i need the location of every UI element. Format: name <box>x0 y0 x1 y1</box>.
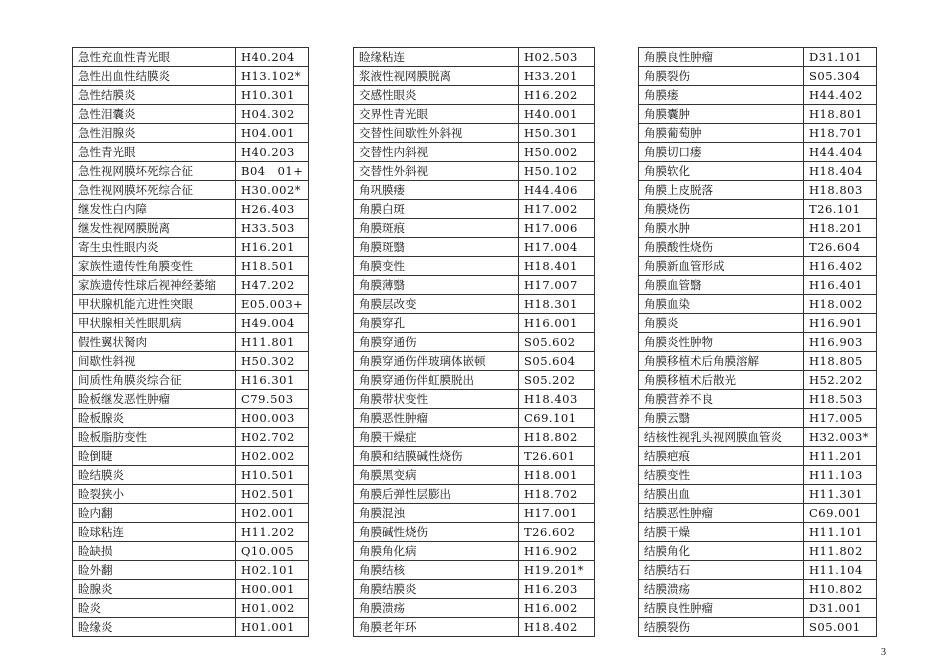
table-row <box>73 618 309 637</box>
table-row <box>354 371 595 390</box>
diagnosis-code-cell: H11.202 <box>236 523 309 542</box>
table-row <box>73 276 309 295</box>
diagnosis-code-cell: H17.006 <box>519 219 595 238</box>
diagnosis-code-cell: S05.202 <box>519 371 595 390</box>
diagnosis-code-cell: H18.801 <box>804 105 877 124</box>
diagnosis-code-cell: C69.001 <box>804 504 877 523</box>
diagnosis-code-cell: H00.001 <box>236 580 309 599</box>
diagnosis-code-cell: H18.404 <box>804 162 877 181</box>
table-row <box>354 523 595 542</box>
table-row <box>73 466 309 485</box>
diagnosis-code-cell: H13.102* <box>236 67 309 86</box>
table-row <box>73 523 309 542</box>
table-row <box>73 599 309 618</box>
diagnosis-code-cell: H02.001 <box>236 504 309 523</box>
table-row <box>73 238 309 257</box>
diagnosis-name-cell: 角膜结核 <box>354 561 519 580</box>
diagnosis-code-table-1 <box>72 47 309 637</box>
diagnosis-name-cell: 急性结膜炎 <box>73 86 236 105</box>
table-row <box>354 48 595 67</box>
diagnosis-code-cell: H40.001 <box>519 105 595 124</box>
table-row <box>354 143 595 162</box>
diagnosis-code-cell: H16.902 <box>519 542 595 561</box>
table-row <box>354 105 595 124</box>
diagnosis-name-cell: 角膜斑翳 <box>354 238 519 257</box>
table-row <box>639 257 877 276</box>
diagnosis-name-cell: 睑板脂肪变性 <box>73 428 236 447</box>
diagnosis-code-cell: H30.002* <box>236 181 309 200</box>
diagnosis-code-cell: H18.301 <box>519 295 595 314</box>
diagnosis-name-cell: 交感性眼炎 <box>354 86 519 105</box>
diagnosis-name-cell: 角膜新血管形成 <box>639 257 804 276</box>
diagnosis-code-cell: H44.404 <box>804 143 877 162</box>
table-row <box>354 238 595 257</box>
diagnosis-name-cell: 角膜老年环 <box>354 618 519 637</box>
table-row <box>639 219 877 238</box>
page-number: 3 <box>881 647 886 658</box>
table-row <box>639 276 877 295</box>
diagnosis-code-cell: H18.501 <box>236 257 309 276</box>
diagnosis-name-cell: 角膜酸性烧伤 <box>639 238 804 257</box>
diagnosis-name-cell: 交界性青光眼 <box>354 105 519 124</box>
diagnosis-name-cell: 结膜疤痕 <box>639 447 804 466</box>
diagnosis-code-cell: H16.202 <box>519 86 595 105</box>
diagnosis-name-cell: 结核性视乳头视网膜血管炎 <box>639 428 804 447</box>
diagnosis-code-cell: H17.004 <box>519 238 595 257</box>
diagnosis-name-cell: 角膜囊肿 <box>639 105 804 124</box>
diagnosis-code-cell: H19.201* <box>519 561 595 580</box>
diagnosis-code-cell: H02.503 <box>519 48 595 67</box>
table-row <box>354 124 595 143</box>
diagnosis-code-cell: B04 01+ <box>236 162 309 181</box>
table-row <box>73 504 309 523</box>
table-row <box>639 143 877 162</box>
diagnosis-name-cell: 角膜溃疡 <box>354 599 519 618</box>
diagnosis-code-cell: H01.001 <box>236 618 309 637</box>
diagnosis-code-cell: H16.203 <box>519 580 595 599</box>
diagnosis-code-cell: H26.403 <box>236 200 309 219</box>
diagnosis-code-cell: H40.204 <box>236 48 309 67</box>
diagnosis-name-cell: 间歇性斜视 <box>73 352 236 371</box>
diagnosis-name-cell: 角膜黑变病 <box>354 466 519 485</box>
diagnosis-name-cell: 交替性外斜视 <box>354 162 519 181</box>
diagnosis-name-cell: 角膜良性肿瘤 <box>639 48 804 67</box>
table-row <box>73 485 309 504</box>
table-row <box>639 48 877 67</box>
diagnosis-name-cell: 角膜营养不良 <box>639 390 804 409</box>
table-row <box>73 105 309 124</box>
diagnosis-code-cell: H18.402 <box>519 618 595 637</box>
diagnosis-code-cell: H01.002 <box>236 599 309 618</box>
table-row <box>639 352 877 371</box>
diagnosis-name-cell: 角膜斑痕 <box>354 219 519 238</box>
diagnosis-code-cell: E05.003+ <box>236 295 309 314</box>
diagnosis-code-cell: H44.402 <box>804 86 877 105</box>
diagnosis-code-cell: H04.001 <box>236 124 309 143</box>
table-row <box>73 428 309 447</box>
diagnosis-name-cell: 角膜葡萄肿 <box>639 124 804 143</box>
table-row <box>639 580 877 599</box>
diagnosis-code-cell: T26.101 <box>804 200 877 219</box>
table-row <box>639 124 877 143</box>
diagnosis-code-cell: H16.201 <box>236 238 309 257</box>
diagnosis-name-cell: 急性泪腺炎 <box>73 124 236 143</box>
table-row <box>354 466 595 485</box>
diagnosis-code-cell: H10.802 <box>804 580 877 599</box>
table-row <box>354 162 595 181</box>
table-row <box>639 181 877 200</box>
table-row <box>354 485 595 504</box>
diagnosis-name-cell: 角膜上皮脱落 <box>639 181 804 200</box>
table-row <box>73 314 309 333</box>
diagnosis-code-cell: H02.702 <box>236 428 309 447</box>
table-row <box>354 580 595 599</box>
diagnosis-name-cell: 睑倒睫 <box>73 447 236 466</box>
diagnosis-name-cell: 结膜干燥 <box>639 523 804 542</box>
diagnosis-name-cell: 角膜层改变 <box>354 295 519 314</box>
table-row <box>639 314 877 333</box>
table-row <box>639 504 877 523</box>
diagnosis-name-cell: 角膜干燥症 <box>354 428 519 447</box>
table-row <box>354 428 595 447</box>
diagnosis-code-cell: H16.301 <box>236 371 309 390</box>
table-row <box>354 409 595 428</box>
diagnosis-code-cell: H11.801 <box>236 333 309 352</box>
diagnosis-code-cell: H02.002 <box>236 447 309 466</box>
table-row <box>354 67 595 86</box>
table-row <box>354 295 595 314</box>
table-row <box>639 561 877 580</box>
diagnosis-name-cell: 角膜和结膜碱性烧伤 <box>354 447 519 466</box>
diagnosis-code-cell: C79.503 <box>236 390 309 409</box>
table-row <box>73 181 309 200</box>
table-row <box>639 200 877 219</box>
diagnosis-name-cell: 睑内翻 <box>73 504 236 523</box>
table-row <box>639 523 877 542</box>
table-row <box>73 580 309 599</box>
diagnosis-name-cell: 睑板腺炎 <box>73 409 236 428</box>
diagnosis-code-cell: H02.501 <box>236 485 309 504</box>
table-row <box>73 352 309 371</box>
diagnosis-code-cell: T26.601 <box>519 447 595 466</box>
table-row <box>354 333 595 352</box>
diagnosis-code-cell: H18.701 <box>804 124 877 143</box>
diagnosis-name-cell: 角膜角化病 <box>354 542 519 561</box>
table-row <box>639 485 877 504</box>
diagnosis-name-cell: 睑板继发恶性肿瘤 <box>73 390 236 409</box>
diagnosis-name-cell: 急性视网膜坏死综合征 <box>73 181 236 200</box>
table-row <box>73 333 309 352</box>
table-row <box>73 67 309 86</box>
diagnosis-name-cell: 甲状腺相关性眼肌病 <box>73 314 236 333</box>
diagnosis-name-cell: 交替性内斜视 <box>354 143 519 162</box>
table-row <box>354 181 595 200</box>
table-row <box>354 257 595 276</box>
diagnosis-code-cell: H33.503 <box>236 219 309 238</box>
diagnosis-name-cell: 角膜薄翳 <box>354 276 519 295</box>
table-row <box>639 599 877 618</box>
table-row <box>639 371 877 390</box>
diagnosis-code-cell: S05.602 <box>519 333 595 352</box>
table-row <box>354 314 595 333</box>
table-row <box>73 409 309 428</box>
table-row <box>73 447 309 466</box>
diagnosis-name-cell: 睑腺炎 <box>73 580 236 599</box>
diagnosis-name-cell: 结膜角化 <box>639 542 804 561</box>
diagnosis-code-cell: H18.802 <box>519 428 595 447</box>
diagnosis-name-cell: 结膜恶性肿瘤 <box>639 504 804 523</box>
table-row <box>639 466 877 485</box>
diagnosis-name-cell: 角膜穿通伤伴虹膜脱出 <box>354 371 519 390</box>
diagnosis-code-cell: H47.202 <box>236 276 309 295</box>
diagnosis-name-cell: 继发性视网膜脱离 <box>73 219 236 238</box>
table-row <box>639 428 877 447</box>
diagnosis-code-cell: H11.101 <box>804 523 877 542</box>
diagnosis-code-cell: H33.201 <box>519 67 595 86</box>
diagnosis-code-cell: D31.101 <box>804 48 877 67</box>
diagnosis-name-cell: 角膜带状变性 <box>354 390 519 409</box>
diagnosis-name-cell: 角膜血染 <box>639 295 804 314</box>
diagnosis-name-cell: 结膜良性肿瘤 <box>639 599 804 618</box>
diagnosis-name-cell: 结膜出血 <box>639 485 804 504</box>
table-row <box>354 542 595 561</box>
diagnosis-name-cell: 急性充血性青光眼 <box>73 48 236 67</box>
diagnosis-name-cell: 交替性间歇性外斜视 <box>354 124 519 143</box>
table-row <box>73 561 309 580</box>
diagnosis-code-cell: H50.102 <box>519 162 595 181</box>
diagnosis-name-cell: 间质性角膜炎综合征 <box>73 371 236 390</box>
diagnosis-name-cell: 家族遗传性球后视神经萎缩 <box>73 276 236 295</box>
diagnosis-name-cell: 角膜结膜炎 <box>354 580 519 599</box>
diagnosis-code-cell: H11.301 <box>804 485 877 504</box>
diagnosis-code-cell: C69.101 <box>519 409 595 428</box>
table-row <box>73 143 309 162</box>
diagnosis-name-cell: 睑外翻 <box>73 561 236 580</box>
table-row <box>639 447 877 466</box>
table-row <box>354 390 595 409</box>
diagnosis-code-cell: H40.203 <box>236 143 309 162</box>
diagnosis-code-cell: S05.001 <box>804 618 877 637</box>
diagnosis-name-cell: 继发性白内障 <box>73 200 236 219</box>
diagnosis-name-cell: 角巩膜瘘 <box>354 181 519 200</box>
diagnosis-name-cell: 角膜裂伤 <box>639 67 804 86</box>
diagnosis-name-cell: 急性出血性结膜炎 <box>73 67 236 86</box>
table-row <box>639 238 877 257</box>
diagnosis-code-cell: H18.803 <box>804 181 877 200</box>
diagnosis-code-cell: H11.104 <box>804 561 877 580</box>
diagnosis-code-cell: H16.002 <box>519 599 595 618</box>
diagnosis-code-cell: H17.002 <box>519 200 595 219</box>
table-row <box>354 86 595 105</box>
table-row <box>73 200 309 219</box>
diagnosis-code-cell: H18.702 <box>519 485 595 504</box>
diagnosis-code-cell: H50.302 <box>236 352 309 371</box>
diagnosis-name-cell: 急性青光眼 <box>73 143 236 162</box>
diagnosis-code-cell: H18.201 <box>804 219 877 238</box>
diagnosis-name-cell: 角膜移植术后散光 <box>639 371 804 390</box>
diagnosis-name-cell: 角膜烧伤 <box>639 200 804 219</box>
table-row <box>73 390 309 409</box>
diagnosis-code-cell: H50.301 <box>519 124 595 143</box>
diagnosis-code-cell: H16.903 <box>804 333 877 352</box>
diagnosis-name-cell: 结膜变性 <box>639 466 804 485</box>
table-row <box>639 618 877 637</box>
diagnosis-code-cell: S05.604 <box>519 352 595 371</box>
table-row <box>354 276 595 295</box>
diagnosis-name-cell: 角膜碱性烧伤 <box>354 523 519 542</box>
diagnosis-code-cell: H04.302 <box>236 105 309 124</box>
diagnosis-code-cell: H11.103 <box>804 466 877 485</box>
diagnosis-name-cell: 浆液性视网膜脱离 <box>354 67 519 86</box>
diagnosis-name-cell: 角膜炎 <box>639 314 804 333</box>
diagnosis-code-cell: H00.003 <box>236 409 309 428</box>
diagnosis-code-cell: H17.001 <box>519 504 595 523</box>
table-row <box>639 105 877 124</box>
diagnosis-code-cell: H18.401 <box>519 257 595 276</box>
diagnosis-name-cell: 角膜云翳 <box>639 409 804 428</box>
table-row <box>73 371 309 390</box>
diagnosis-name-cell: 结膜裂伤 <box>639 618 804 637</box>
diagnosis-name-cell: 角膜切口瘘 <box>639 143 804 162</box>
table-row <box>354 352 595 371</box>
diagnosis-name-cell: 角膜穿通伤 <box>354 333 519 352</box>
diagnosis-code-cell: H16.001 <box>519 314 595 333</box>
diagnosis-name-cell: 角膜瘘 <box>639 86 804 105</box>
diagnosis-name-cell: 角膜水肿 <box>639 219 804 238</box>
diagnosis-name-cell: 角膜后弹性层膨出 <box>354 485 519 504</box>
diagnosis-name-cell: 角膜穿孔 <box>354 314 519 333</box>
diagnosis-name-cell: 结膜结石 <box>639 561 804 580</box>
table-row <box>354 219 595 238</box>
diagnosis-code-cell: D31.001 <box>804 599 877 618</box>
table-row <box>73 48 309 67</box>
table-row <box>73 162 309 181</box>
diagnosis-name-cell: 睑缘炎 <box>73 618 236 637</box>
diagnosis-code-cell: H17.007 <box>519 276 595 295</box>
table-row <box>73 257 309 276</box>
table-row <box>73 86 309 105</box>
diagnosis-name-cell: 角膜恶性肿瘤 <box>354 409 519 428</box>
diagnosis-name-cell: 睑结膜炎 <box>73 466 236 485</box>
diagnosis-code-cell: H18.403 <box>519 390 595 409</box>
diagnosis-code-cell: H16.402 <box>804 257 877 276</box>
diagnosis-code-cell: T26.602 <box>519 523 595 542</box>
table-row <box>639 333 877 352</box>
diagnosis-name-cell: 角膜血管翳 <box>639 276 804 295</box>
diagnosis-name-cell: 角膜穿通伤伴玻璃体嵌顿 <box>354 352 519 371</box>
diagnosis-code-cell: H10.301 <box>236 86 309 105</box>
diagnosis-code-table-3 <box>638 47 877 637</box>
table-row <box>73 219 309 238</box>
diagnosis-code-cell: H50.002 <box>519 143 595 162</box>
table-row <box>354 618 595 637</box>
diagnosis-name-cell: 假性翼状胬肉 <box>73 333 236 352</box>
diagnosis-name-cell: 睑球粘连 <box>73 523 236 542</box>
diagnosis-name-cell: 角膜炎性肿物 <box>639 333 804 352</box>
table-row <box>73 542 309 561</box>
diagnosis-code-cell: Q10.005 <box>236 542 309 561</box>
table-row <box>639 295 877 314</box>
diagnosis-code-cell: H16.401 <box>804 276 877 295</box>
diagnosis-code-cell: H52.202 <box>804 371 877 390</box>
diagnosis-name-cell: 角膜软化 <box>639 162 804 181</box>
diagnosis-name-cell: 急性视网膜坏死综合征 <box>73 162 236 181</box>
table-row <box>639 86 877 105</box>
diagnosis-code-cell: H02.101 <box>236 561 309 580</box>
diagnosis-code-cell: H18.805 <box>804 352 877 371</box>
diagnosis-code-cell: H44.406 <box>519 181 595 200</box>
table-row <box>73 295 309 314</box>
diagnosis-code-cell: H49.004 <box>236 314 309 333</box>
table-row <box>639 390 877 409</box>
diagnosis-name-cell: 急性泪囊炎 <box>73 105 236 124</box>
diagnosis-code-cell: H17.005 <box>804 409 877 428</box>
diagnosis-code-cell: H11.201 <box>804 447 877 466</box>
diagnosis-name-cell: 角膜移植术后角膜溶解 <box>639 352 804 371</box>
diagnosis-code-cell: S05.304 <box>804 67 877 86</box>
table-row <box>354 504 595 523</box>
table-row <box>639 409 877 428</box>
diagnosis-name-cell: 睑裂狭小 <box>73 485 236 504</box>
diagnosis-code-cell: H32.003* <box>804 428 877 447</box>
diagnosis-name-cell: 角膜变性 <box>354 257 519 276</box>
diagnosis-name-cell: 睑缺损 <box>73 542 236 561</box>
table-row <box>639 162 877 181</box>
diagnosis-code-cell: T26.604 <box>804 238 877 257</box>
diagnosis-code-cell: H18.001 <box>519 466 595 485</box>
table-row <box>639 67 877 86</box>
diagnosis-name-cell: 甲状腺机能亢进性突眼 <box>73 295 236 314</box>
diagnosis-name-cell: 角膜白斑 <box>354 200 519 219</box>
table-row <box>354 200 595 219</box>
diagnosis-name-cell: 睑炎 <box>73 599 236 618</box>
diagnosis-code-cell: H18.503 <box>804 390 877 409</box>
table-row <box>354 447 595 466</box>
diagnosis-name-cell: 家族性遗传性角膜变性 <box>73 257 236 276</box>
diagnosis-code-table-2 <box>353 47 595 637</box>
diagnosis-name-cell: 结膜溃疡 <box>639 580 804 599</box>
diagnosis-code-cell: H10.501 <box>236 466 309 485</box>
diagnosis-name-cell: 睑缘粘连 <box>354 48 519 67</box>
diagnosis-code-cell: H11.802 <box>804 542 877 561</box>
diagnosis-name-cell: 角膜混浊 <box>354 504 519 523</box>
diagnosis-name-cell: 寄生虫性眼内炎 <box>73 238 236 257</box>
table-row <box>354 599 595 618</box>
diagnosis-code-cell: H16.901 <box>804 314 877 333</box>
table-row <box>73 124 309 143</box>
table-row <box>639 542 877 561</box>
diagnosis-code-cell: H18.002 <box>804 295 877 314</box>
table-row <box>354 561 595 580</box>
